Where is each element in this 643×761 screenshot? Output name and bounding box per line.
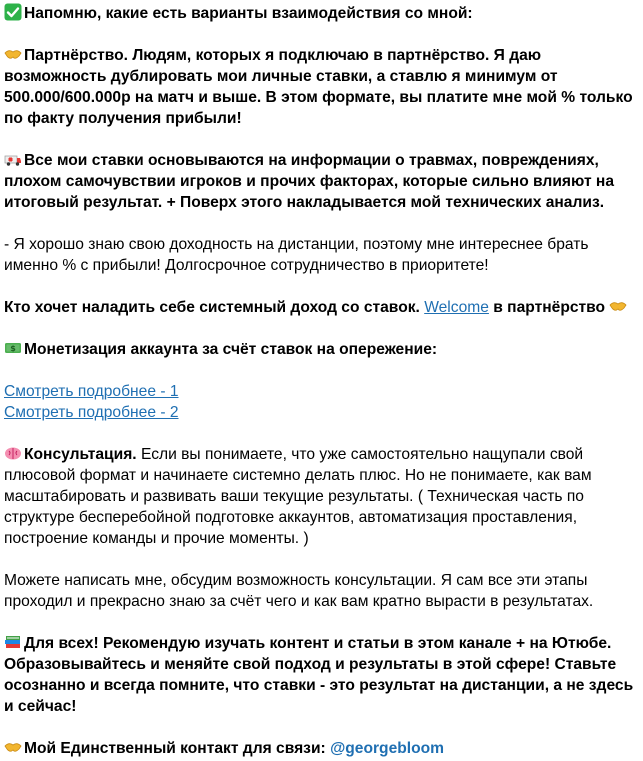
handshake-icon [4, 738, 22, 756]
contact-offer-text: Можете написать мне, обсудим возможность консультации. Я сам все эти этапы проходил и прекрасно знаю за счёт чего и как вам кратно вырасти в результатах. [4, 572, 594, 610]
injuries-text: Все мои ставки основываются на информации о травмах, повреждениях, плохом самочувствии игроков и прочих факторах, которые сильно влияют на итоговый результат. + Поверх этого накладывается мой технических анализ. [4, 152, 615, 211]
partnership-paragraph [4, 45, 640, 129]
partnership-text: Партнёрство. Людям, которых я подключаю в партнёрство. Я даю возможность дублировать мои личные ставки, а ставлю я минимум от 500.000/600.000р на матч и выше. В этом формате, вы платите мне мой % только по факту получения прибыли! [4, 47, 633, 127]
svg-text:$: $ [10, 344, 16, 354]
welcome-link[interactable]: Welcome [424, 299, 489, 316]
handshake-icon [4, 45, 22, 63]
contact-offer-paragraph [4, 570, 640, 612]
welcome-paragraph [4, 297, 640, 318]
books-icon [4, 633, 22, 651]
intro-text: Напомню, какие есть варианты взаимодействия со мной: [24, 5, 473, 22]
consultation-text: Если вы понимаете, что уже самостоятельно нащупали свой плюсовой формат и начинаете системно делать плюс. Но не понимаете, как вам масштабировать и развивать ваши текущие результаты. ( Техническая часть по структуре бесперебойной подготовке аккаунтов, автоматизация проставления, построение команды и прочие моменты. ) [4, 446, 592, 547]
injuries-paragraph [4, 150, 640, 213]
consultation-title: Консультация. [24, 446, 137, 463]
intro-paragraph [4, 3, 640, 24]
welcome-text-before: Кто хочет наладить себе системный доход со ставок. [4, 299, 420, 316]
content-text: Для всех! Рекомендую изучать контент и статьи в этом канале + на Ютюбе. Образовывайтесь и меняйте свой подход и результаты в этой сфере! Ставьте осознанно и всегда помните, что ставки - это результат на дистанции, а не здесь и сейчас! [4, 635, 634, 715]
distance-paragraph [4, 234, 640, 276]
content-paragraph [4, 633, 640, 717]
check-mark-icon [4, 3, 22, 21]
contact-label: Мой Единственный контакт для связи: [24, 740, 326, 757]
distance-text: - Я хорошо знаю свою доходность на дистанции, поэтому мне интереснее брать именно % с прибыли! Долгосрочное сотрудничество в приоритете! [4, 236, 589, 274]
brain-icon [4, 444, 22, 462]
welcome-text-after: в партнёрство [493, 299, 606, 316]
ambulance-icon [4, 150, 22, 168]
dollar-banknote-icon [4, 339, 22, 357]
monetization-text: Монетизация аккаунта за счёт ставок на опережение: [24, 341, 438, 358]
contact-paragraph [4, 738, 640, 759]
consultation-paragraph [4, 444, 640, 549]
handshake-icon [609, 297, 627, 315]
monetization-paragraph [4, 339, 640, 360]
details-link-1[interactable]: Смотреть подробнее - 1 [4, 383, 179, 400]
details-link-2[interactable]: Смотреть подробнее - 2 [4, 404, 179, 421]
details-links [4, 381, 640, 423]
contact-handle-link[interactable]: @georgebloom [330, 740, 445, 757]
